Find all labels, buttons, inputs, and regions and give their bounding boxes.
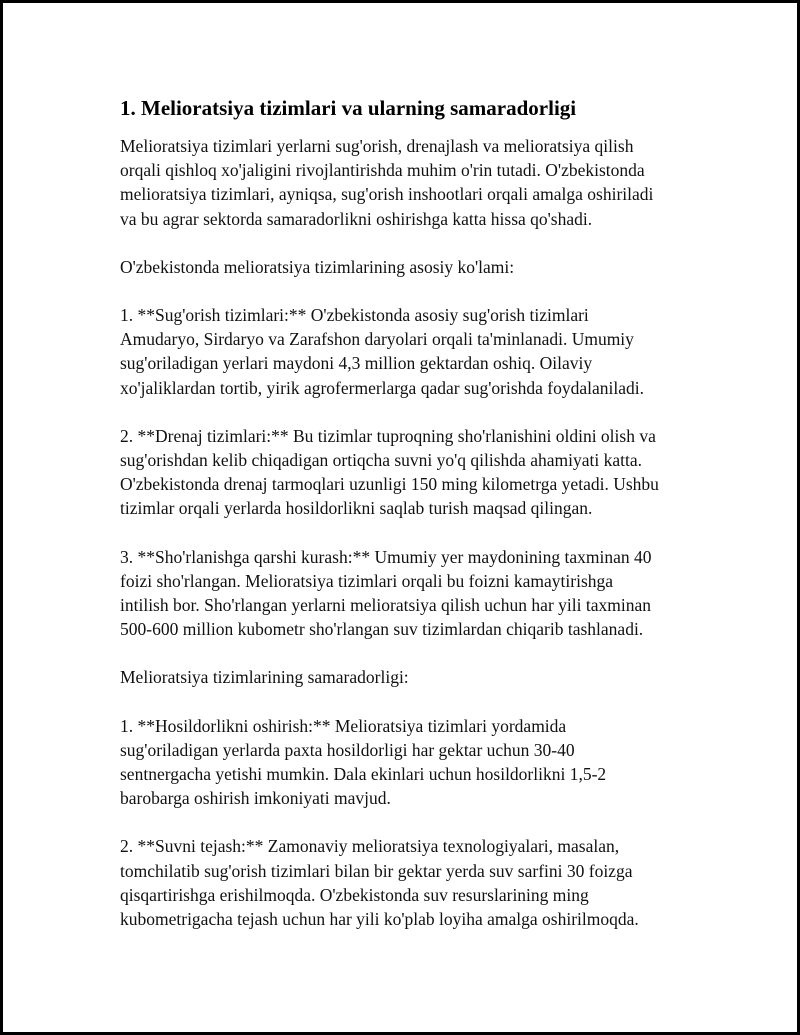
irrigation-item: 1. **Sug'orish tizimlari:** O'zbekistonda asosiy sug'orish tizimlari Amudaryo, Sirdaryo va Zarafshon daryolari orqali ta'minlanadi. Umumiy sug'oriladigan yerlari maydoni 4,3 million gektardan oshiq. Oilaviy xo'jaliklardan tortib, yirik agrofermerlarga qadar sug'orishda foydalaniladi.: [120, 305, 645, 398]
scope-subheading: O'zbekistonda melioratsiya tizimlarining asosiy ko'lami:: [120, 256, 515, 277]
salinity-item: 3. **Sho'rlanishga qarshi kurash:** Umumiy yer maydonining taxminan 40 foizi sho'rlangan. Melioratsiya tizimlari orqali bu foizni kamaytirishga intilish bor. Sho'rlangan yerlarni melioratsiya qilish uchun har yili taxminan 500-600 million kubometr sho'rlangan suv tizimlardan chiqarib tashlanadi.: [120, 546, 652, 640]
efficiency-subheading: Melioratsiya tizimlarining samaradorligi:: [120, 667, 409, 688]
drainage-item: 2. **Drenaj tizimlari:** Bu tizimlar tuproqning sho'rlanishini oldini olish va sug'orishdan kelib chiqadigan ortiqcha suvni yo'q qilishda ahamiyati katta. O'zbekistonda drenaj tarmoqlari uzunligi 150 ming kilometrga yetadi. Ushbu tizimlar orqali yerlarda hosildorlikni saqlab turish maqsad qilingan.: [120, 425, 659, 519]
intro-paragraph: Melioratsiya tizimlari yerlarni sug'orish, drenajlash va melioratsiya qilish orqali qishloq xo'jaligini rivojlantirishda muhim o'rin tutadi. O'zbekistonda melioratsiya tizimlari, ayniqsa, sug'orish inshootlari orqali amalga oshiriladi va bu agrar sektorda samaradorlikni oshirishga katta hissa qo'shadi.: [120, 136, 654, 229]
water-saving-item: 2. **Suvni tejash:** Zamonaviy melioratsiya texnologiyalari, masalan, tomchilatib sug'orish tizimlari bilan bir gektar yerda suv sarfini 30 foizga qisqartirishga erishilmoqda. O'zbekistonda suv resurslarining ming kubometrigacha tejash uchun har yili ko'plab loyiha amalga oshirilmoqda.: [120, 836, 639, 930]
section-heading: 1. Melioratsiya tizimlari va ularning samaradorligi: [120, 96, 577, 120]
document-content: [120, 95, 700, 955]
yield-item: 1. **Hosildorlikni oshirish:** Melioratsiya tizimlari yordamida sug'oriladigan yerlarda paxta hosildorligi har gektar uchun 30-40 sentnergacha yetishi mumkin. Dala ekinlari uchun hosildorlikni 1,5-2 barobarga oshirish imkoniyati mavjud.: [120, 715, 607, 809]
